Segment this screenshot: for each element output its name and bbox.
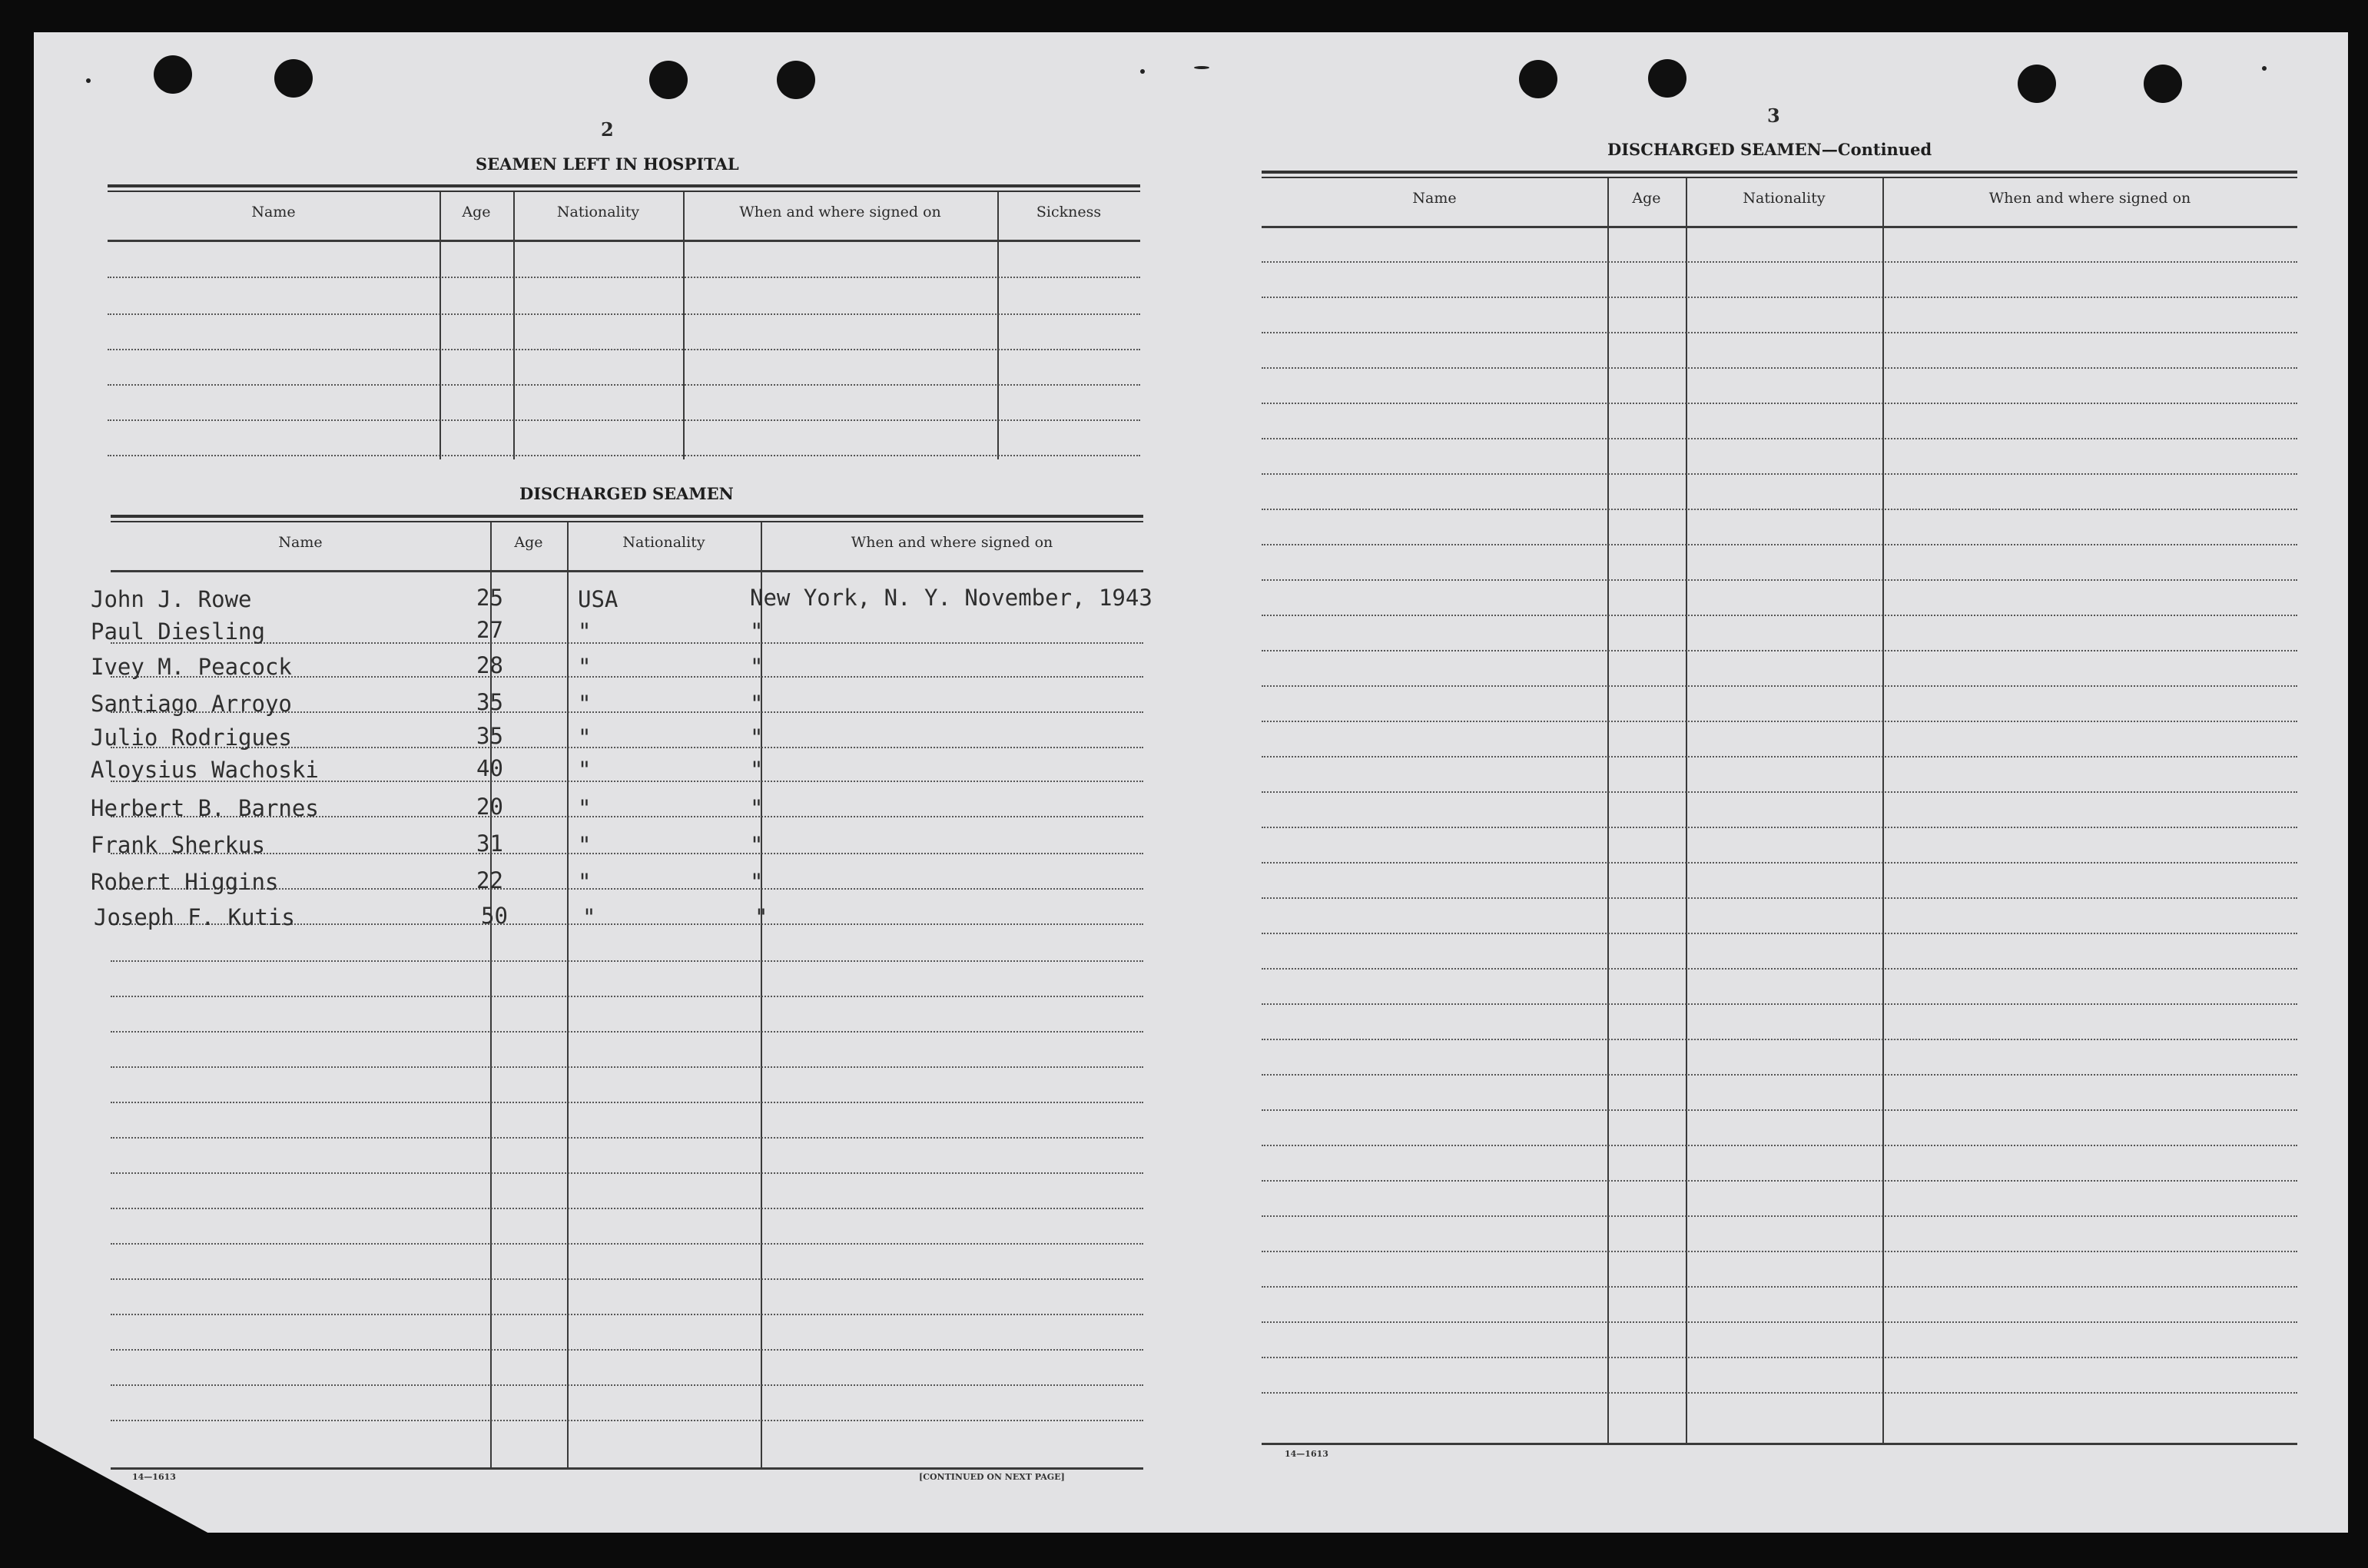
column-header: Age bbox=[1632, 190, 1661, 207]
continued-note: [CONTINUED ON NEXT PAGE] bbox=[919, 1472, 1065, 1482]
hospital-section-title: SEAMEN LEFT IN HOSPITAL bbox=[476, 154, 739, 174]
seaman-name: Robert Higgins bbox=[91, 869, 279, 895]
column-header: Name bbox=[251, 204, 296, 220]
seaman-name: Joseph F. Kutis bbox=[94, 904, 295, 930]
seaman-signed-on: " bbox=[750, 757, 764, 783]
seaman-signed-on: " bbox=[750, 795, 764, 821]
seaman-signed-on: " bbox=[750, 869, 764, 895]
seaman-age: 50 bbox=[481, 903, 508, 929]
seaman-signed-on: " bbox=[750, 832, 764, 858]
seaman-name: Herbert B. Barnes bbox=[91, 795, 319, 821]
seaman-age: 31 bbox=[476, 830, 503, 857]
binder-hole bbox=[274, 59, 313, 98]
seaman-nationality: " bbox=[578, 757, 592, 783]
discharged-section-title: DISCHARGED SEAMEN bbox=[519, 484, 734, 503]
document-sheet bbox=[34, 32, 2348, 1533]
speck bbox=[86, 78, 91, 83]
column-header: Age bbox=[514, 534, 543, 551]
seaman-signed-on: " bbox=[750, 691, 764, 717]
seaman-age: 20 bbox=[476, 794, 503, 820]
seaman-age: 35 bbox=[476, 723, 503, 749]
seaman-signed-on: " bbox=[750, 654, 764, 680]
column-header: When and where signed on bbox=[739, 204, 941, 220]
hospital-table bbox=[108, 184, 1140, 496]
seaman-signed-on: " bbox=[755, 904, 768, 930]
seaman-signed-on: New York, N. Y. November, 1943 bbox=[750, 585, 1152, 611]
seaman-nationality: " bbox=[578, 691, 592, 717]
seaman-nationality: " bbox=[578, 869, 592, 895]
seaman-name: Julio Rodrigues bbox=[91, 724, 292, 751]
form-number: 14—1613 bbox=[1285, 1449, 1328, 1459]
speck bbox=[1194, 66, 1209, 69]
binder-hole bbox=[154, 55, 192, 94]
seaman-name: Santiago Arroyo bbox=[91, 691, 292, 717]
discharged-continued-title: DISCHARGED SEAMEN—Continued bbox=[1607, 140, 1932, 159]
seaman-nationality: " bbox=[578, 618, 592, 645]
binder-hole bbox=[649, 61, 688, 99]
binder-hole bbox=[2144, 65, 2182, 103]
binder-hole bbox=[2018, 65, 2056, 103]
seaman-name: Frank Sherkus bbox=[91, 832, 265, 858]
seaman-age: 28 bbox=[476, 652, 503, 678]
page-number: 2 bbox=[601, 118, 614, 141]
seaman-nationality: " bbox=[582, 904, 596, 930]
column-header: Sickness bbox=[1036, 204, 1102, 220]
seaman-name: Ivey M. Peacock bbox=[91, 654, 292, 680]
seaman-nationality: " bbox=[578, 832, 592, 858]
column-header: When and where signed on bbox=[1988, 190, 2191, 207]
form-number: 14—1613 bbox=[132, 1472, 176, 1482]
column-header: Name bbox=[1412, 190, 1457, 207]
seaman-nationality: USA bbox=[578, 586, 619, 612]
seaman-name: Paul Diesling bbox=[91, 618, 265, 645]
column-header: Age bbox=[462, 204, 491, 220]
seaman-name: John J. Rowe bbox=[91, 586, 252, 612]
column-header: When and where signed on bbox=[851, 534, 1053, 551]
seaman-nationality: " bbox=[578, 654, 592, 680]
binder-hole bbox=[1519, 60, 1557, 98]
seaman-nationality: " bbox=[578, 795, 592, 821]
seaman-age: 35 bbox=[476, 689, 503, 715]
page-number: 3 bbox=[1767, 104, 1780, 127]
speck bbox=[1140, 69, 1145, 74]
seaman-nationality: " bbox=[578, 724, 592, 751]
column-header: Nationality bbox=[1743, 190, 1826, 207]
seaman-name: Aloysius Wachoski bbox=[91, 757, 319, 783]
seaman-signed-on: " bbox=[750, 724, 764, 751]
column-header: Nationality bbox=[622, 534, 705, 551]
binder-hole bbox=[777, 61, 815, 99]
seaman-age: 27 bbox=[476, 617, 503, 643]
seaman-age: 25 bbox=[476, 585, 503, 611]
column-header: Name bbox=[278, 534, 323, 551]
column-header: Nationality bbox=[556, 204, 640, 220]
seaman-age: 40 bbox=[476, 755, 503, 781]
seaman-age: 22 bbox=[476, 867, 503, 893]
seaman-signed-on: " bbox=[750, 618, 764, 645]
speck bbox=[2262, 66, 2267, 71]
binder-hole bbox=[1648, 59, 1686, 98]
discharged-continued-table bbox=[1262, 171, 2297, 1477]
